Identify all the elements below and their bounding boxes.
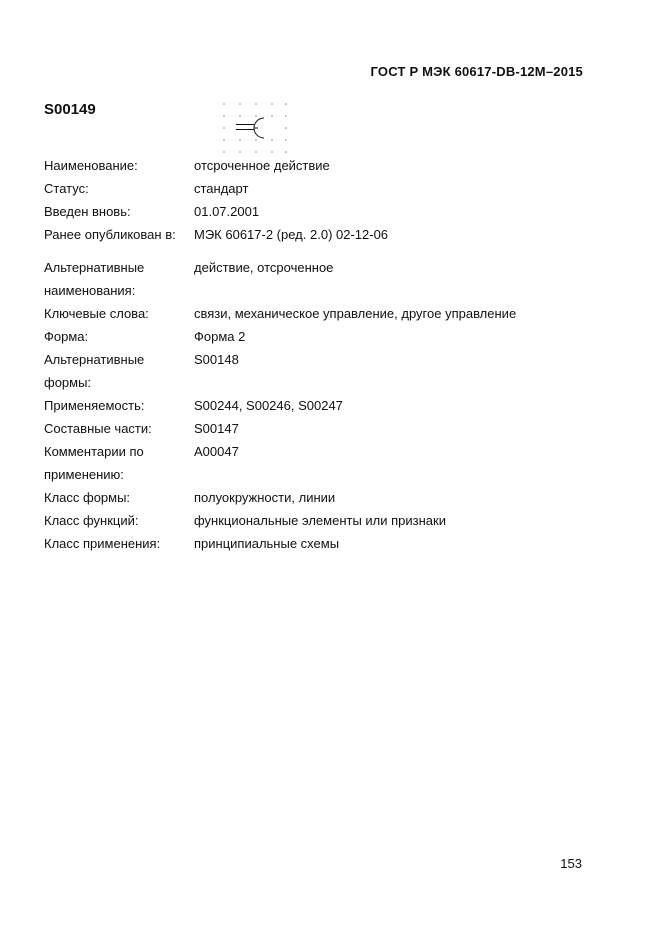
property-value-introduced: 01.07.2001 bbox=[194, 204, 260, 219]
property-row bbox=[44, 532, 604, 555]
property-label-introduced: Введен вновь: bbox=[44, 204, 131, 219]
property-label-applicability: Применяемость: bbox=[44, 398, 145, 413]
property-label-alternative-names: Альтернативные наименования: bbox=[44, 260, 145, 298]
property-label-application-notes: Комментарии по применению: bbox=[44, 444, 144, 482]
property-row bbox=[44, 302, 604, 325]
page-number: 153 bbox=[560, 856, 582, 871]
property-value-keywords: связи, механическое управление, другое управление bbox=[194, 306, 517, 321]
property-label-function-class: Класс функций: bbox=[44, 513, 139, 528]
property-label-status: Статус: bbox=[44, 181, 89, 196]
property-value-application-class: принципиальные схемы bbox=[194, 536, 340, 551]
symbol-properties bbox=[44, 154, 604, 555]
property-row bbox=[44, 223, 604, 246]
property-value-name: отсроченное действие bbox=[194, 158, 330, 173]
property-label-previously-published: Ранее опубликован в: bbox=[44, 227, 176, 242]
property-row bbox=[44, 154, 604, 177]
property-label-keywords: Ключевые слова: bbox=[44, 306, 149, 321]
property-value-form: Форма 2 bbox=[194, 329, 246, 344]
delayed-action-symbol-icon bbox=[220, 100, 292, 156]
property-label-name: Наименование: bbox=[44, 158, 138, 173]
property-label-alternative-forms: Альтернативные формы: bbox=[44, 352, 145, 390]
property-row bbox=[44, 394, 604, 417]
property-value-previously-published: МЭК 60617-2 (ред. 2.0) 02-12-06 bbox=[194, 227, 389, 242]
property-value-application-notes: A00047 bbox=[194, 444, 239, 459]
symbol-code: S00149 bbox=[44, 101, 96, 118]
property-row bbox=[44, 417, 604, 440]
property-value-status: стандарт bbox=[194, 181, 249, 196]
property-value-applicability: S00244, S00246, S00247 bbox=[194, 398, 343, 413]
property-label-components: Составные части: bbox=[44, 421, 152, 436]
property-row bbox=[44, 325, 604, 348]
property-value-function-class: функциональные элементы или признаки bbox=[194, 513, 446, 528]
property-value-components: S00147 bbox=[194, 421, 239, 436]
property-row bbox=[44, 256, 604, 302]
property-value-alternative-names: действие, отсроченное bbox=[194, 260, 334, 275]
property-label-shape-class: Класс формы: bbox=[44, 490, 131, 505]
property-row bbox=[44, 440, 604, 486]
symbol-strokes bbox=[236, 118, 264, 138]
property-label-form: Форма: bbox=[44, 329, 89, 344]
property-value-alternative-forms: S00148 bbox=[194, 352, 239, 367]
property-value-shape-class: полуокружности, линии bbox=[194, 490, 336, 505]
property-row bbox=[44, 200, 604, 223]
property-row bbox=[44, 509, 604, 532]
document-header: ГОСТ Р МЭК 60617-DB-12M–2015 bbox=[370, 64, 583, 79]
property-row bbox=[44, 486, 604, 509]
property-label-application-class: Класс применения: bbox=[44, 536, 161, 551]
property-row bbox=[44, 348, 604, 394]
property-row bbox=[44, 177, 604, 200]
